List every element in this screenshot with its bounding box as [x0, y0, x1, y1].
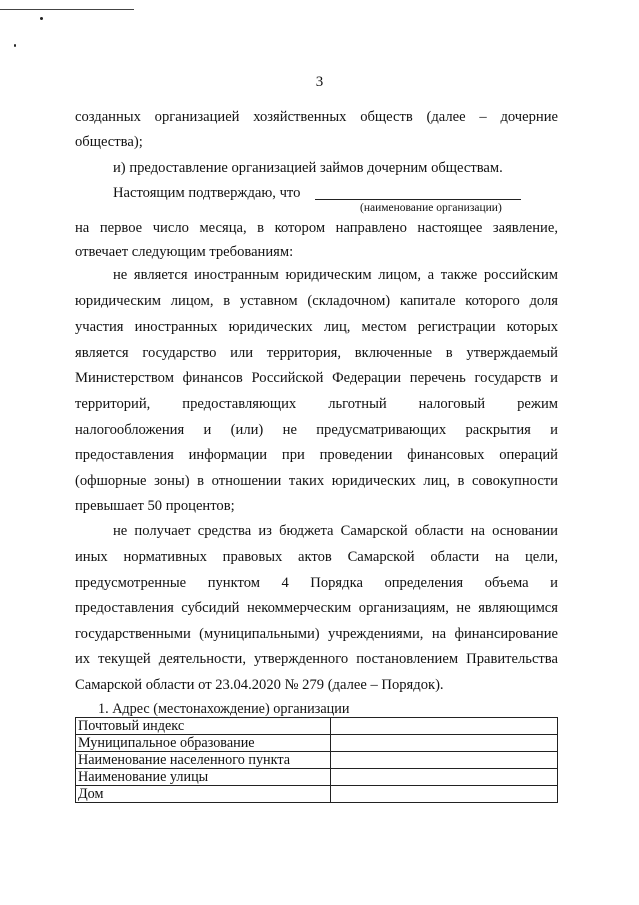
text-line: юридическим лицом, в уставном (складочном) капитале которого доля: [75, 293, 558, 309]
text-line: Министерством финансов Российской Федерации перечень государств и: [75, 370, 558, 386]
text-line: Настоящим подтверждаю, что: [113, 185, 301, 201]
address-field-label: Наименование населенного пункта: [76, 752, 331, 769]
address-field-value[interactable]: [331, 735, 558, 752]
text-line: предоставления информации при проведении финансовых операций: [75, 447, 558, 463]
text-line: на первое число месяца, в котором направлено настоящее заявление,: [75, 220, 558, 236]
table-row: [76, 735, 558, 752]
address-field-value[interactable]: [331, 718, 558, 735]
text-line: (офшорные зоны) в отношении таких юридических лиц, в совокупности: [75, 473, 558, 489]
address-heading: 1. Адрес (местонахождение) организации: [98, 701, 350, 717]
text-line: не является иностранным юридическим лицом, а также российским: [113, 267, 558, 283]
text-line: общества);: [75, 134, 143, 150]
text-line: созданных организацией хозяйственных обществ (далее – дочерние: [75, 109, 558, 125]
table-row: [76, 769, 558, 786]
text-line: является государство или территория, включенные в утверждаемый: [75, 345, 558, 361]
organization-name-caption: (наименование организации): [360, 202, 502, 214]
address-field-label: Почтовый индекс: [76, 718, 331, 735]
text-line: участия иностранных юридических лиц, местом регистрации которых: [75, 319, 558, 335]
text-line: не получает средства из бюджета Самарской области на основании: [113, 523, 558, 539]
text-line: предоставления субсидий некоммерческим организациям, не являющимся: [75, 600, 558, 616]
page-number: 3: [315, 74, 324, 90]
text-line: предусмотренные пунктом 4 Порядка определения объема и: [75, 575, 558, 591]
address-field-label: Муниципальное образование: [76, 735, 331, 752]
scan-speck: [40, 17, 43, 20]
table-row: [76, 786, 558, 803]
table-row: [76, 752, 558, 769]
text-line: их текущей деятельности, утвержденного постановлением Правительства: [75, 651, 558, 667]
address-table: [75, 717, 558, 803]
address-field-label: Наименование улицы: [76, 769, 331, 786]
address-field-value[interactable]: [331, 786, 558, 803]
top-rule: [0, 9, 134, 10]
text-line: территорий, предоставляющих льготный налоговый режим: [75, 396, 558, 412]
text-line: и) предоставление организацией займов дочерним обществам.: [113, 160, 503, 176]
scan-speck: [14, 44, 16, 47]
organization-name-blank: [315, 199, 521, 200]
text-line: отвечает следующим требованиям:: [75, 244, 294, 260]
text-line: налогообложения и (или) не предусматривающих раскрытия и: [75, 422, 558, 438]
address-field-value[interactable]: [331, 752, 558, 769]
text-line: государственными (муниципальными) учреждениями, на финансирование: [75, 626, 558, 642]
text-line: иных нормативных правовых актов Самарской области на цели,: [75, 549, 558, 565]
address-field-label: Дом: [76, 786, 331, 803]
address-field-value[interactable]: [331, 769, 558, 786]
text-line: превышает 50 процентов;: [75, 498, 235, 514]
text-line: Самарской области от 23.04.2020 № 279 (далее – Порядок).: [75, 677, 444, 693]
table-row: [76, 718, 558, 735]
